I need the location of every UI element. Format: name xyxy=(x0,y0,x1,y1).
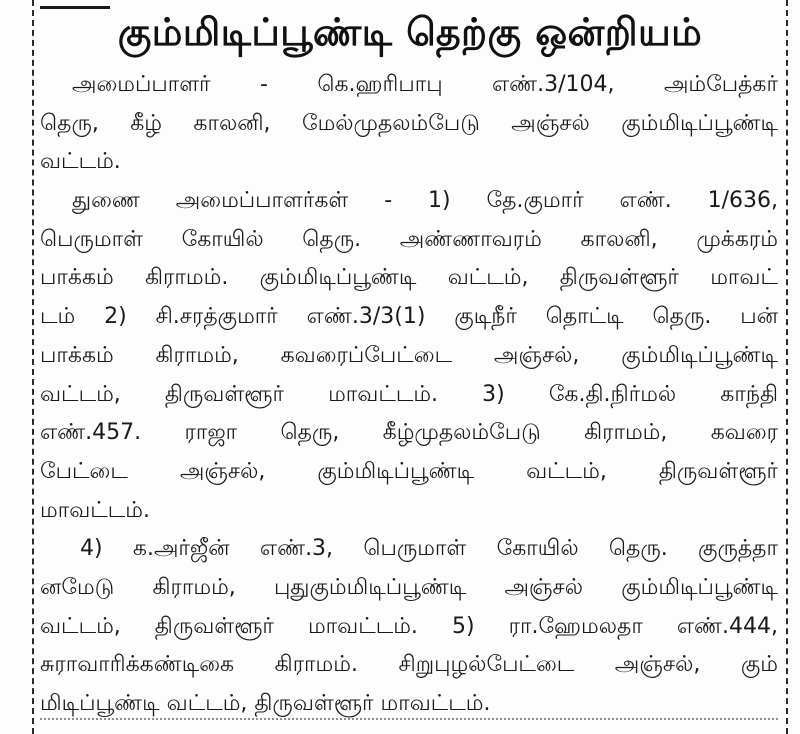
paragraph-2-line: பெருமாள் கோயில் தெரு. அண்ணாவரம் காலனி, முக்கரம் xyxy=(40,226,778,252)
paragraph-3-line: சுராவாரிக்கண்டிகை கிராமம். சிறுபுழல்பேட்டை அஞ்சல், கும் xyxy=(40,652,778,678)
paragraph-1-line: வட்டம். xyxy=(40,149,121,175)
notice-body xyxy=(40,66,778,724)
paragraph-2-line: பேட்டை அஞ்சல், கும்மிடிப்பூண்டி வட்டம், திருவள்ளூர் xyxy=(40,458,778,484)
paragraph-2-line: துணை அமைப்பாளர்கள் - 1) தே.குமார் எண். 1/636, xyxy=(72,188,778,214)
previous-article-fragment xyxy=(40,0,110,9)
paragraph-2-line: எண்.457. ராஜா தெரு, கீழ்முதலம்பேடு கிராமம், கவரை xyxy=(40,420,778,446)
paragraph-3-line: வட்டம், திருவள்ளூர் மாவட்டம். 5) ரா.ஹேமலதா எண்.444, xyxy=(40,613,778,639)
paragraph-3-line: மிடிப்பூண்டி வட்டம், திருவள்ளூர் மாவட்டம். xyxy=(40,691,491,716)
paragraph-2-line: வட்டம், திருவள்ளூர் மாவட்டம். 3) கே.தி.நிர்மல் காந்தி xyxy=(40,381,778,407)
notice-title: கும்மிடிப்பூண்டி தெற்கு ஒன்றியம் xyxy=(117,10,703,54)
paragraph-3-line: 4) க.அர்ஜீன் எண்.3, பெருமாள் கோயில் தெரு. குருத்தா xyxy=(80,536,778,562)
right-column-rule xyxy=(786,0,788,734)
paragraph-2-line: பாக்கம் கிராமம், கவரைப்பேட்டை அஞ்சல், கும்மிடிப்பூண்டி xyxy=(40,342,778,368)
paragraph-3-line: னமேடு கிராமம், புதுகும்மிடிப்பூண்டி அஞ்சல் கும்மிடிப்பூண்டி xyxy=(40,574,778,600)
paragraph-1-line: தெரு, கீழ் காலனி, மேல்முதலம்பேடு அஞ்சல் கும்மிடிப்பூண்டி xyxy=(40,110,778,136)
paragraph-1-line: அமைப்பாளர் - கெ.ஹரிபாபு எண்.3/104, அம்பேத்கர் xyxy=(72,72,778,97)
paragraph-2-line: மாவட்டம். xyxy=(40,497,150,523)
next-article-fragment xyxy=(40,718,778,734)
paragraph-2-line: பாக்கம் கிராமம். கும்மிடிப்பூண்டி வட்டம், திருவள்ளூர் மாவட் xyxy=(40,265,778,291)
left-column-rule xyxy=(32,0,34,734)
paragraph-2-line: டம் 2) சி.சரத்குமார் எண்.3/3(1) குடிநீர் தொட்டி தெரு. பன் xyxy=(40,304,778,330)
